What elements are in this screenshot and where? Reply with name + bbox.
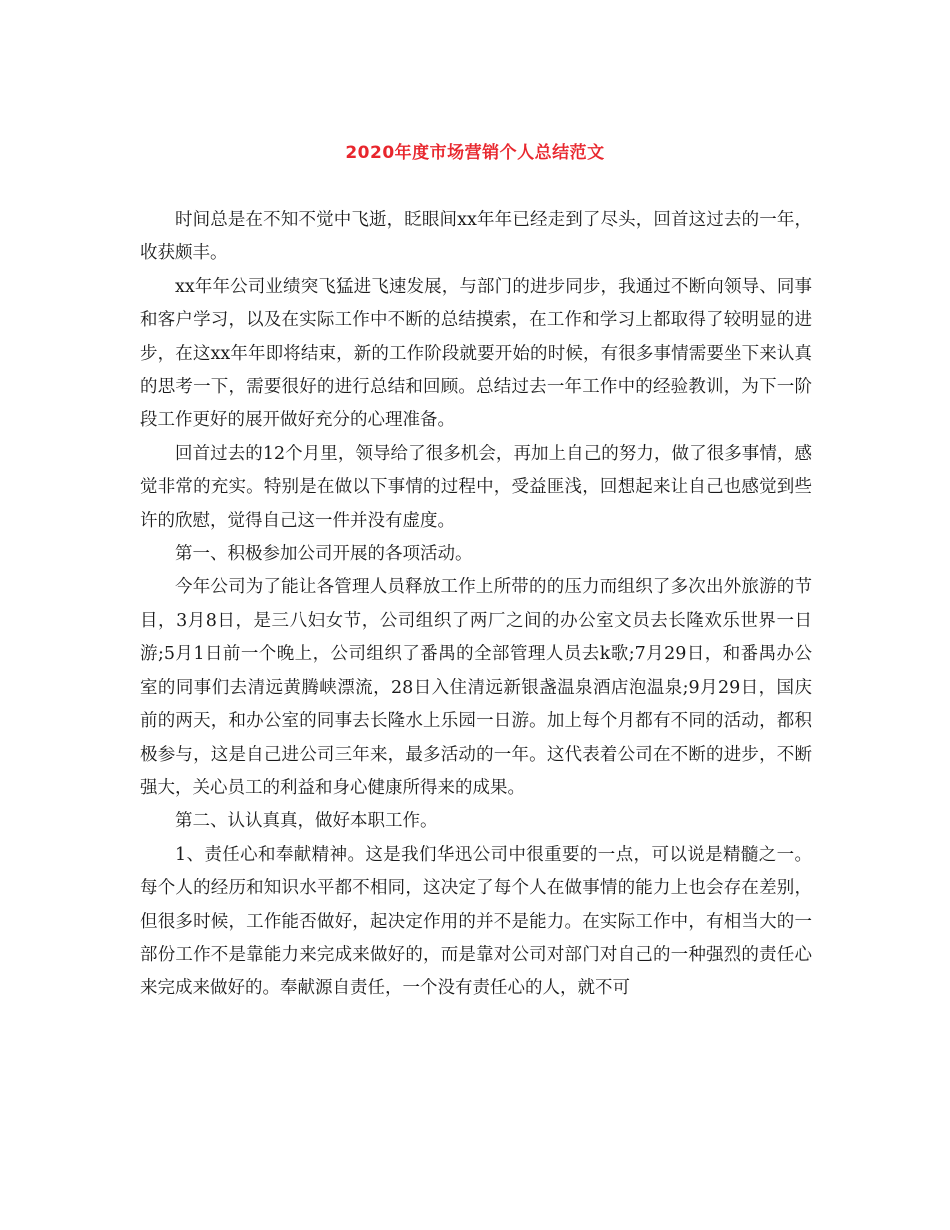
paragraph: xx年年公司业绩突飞猛进飞速发展，与部门的进步同步，我通过不断向领导、同事和客户学习，以及在实际工作中不断的总结摸索，在工作和学习上都取得了较明显的进步，在这xx年年即将结束，新的工作阶段就要开始的时候，有很多事情需要坐下来认真的思考一下，需要很好的进行总结和回顾。总结过去一年工作中的经验教训，为下一阶段工作更好的展开做好充分的心理准备。 <box>140 276 812 431</box>
document-body <box>140 204 812 1006</box>
paragraph: 回首过去的12个月里，领导给了很多机会，再加上自己的努力，做了很多事情，感觉非常的充实。特别是在做以下事情的过程中，受益匪浅，回想起来让自己也感觉到些许的欣慰，觉得自己这一件并没有虚度。 <box>140 443 812 531</box>
document-title: 2020年度市场营销个人总结范文 <box>345 143 605 163</box>
section-heading-2: 第二、认认真真，做好本职工作。 <box>175 811 438 832</box>
paragraph: 今年公司为了能让各管理人员释放工作上所带的的压力而组织了多次出外旅游的节目，3月8日，是三八妇女节，公司组织了两厂之间的办公室文员去长隆欢乐世界一日游;5月1日前一个晚上，公司组织了番禺的全部管理人员去k歌;7月29日，和番禺办公室的同事们去清远黄腾峡漂流，28日入住清远新银盏温泉酒店泡温泉;9月29日，国庆前的两天，和办公室的同事去长隆水上乐园一日游。加上每个月都有不同的活动，都积极参与，这是自己进公司三年来，最多活动的一年。这代表着公司在不断的进步，不断强大，关心员工的利益和身心健康所得来的成果。 <box>140 577 812 798</box>
section-heading-1: 第一、积极参加公司开展的各项活动。 <box>175 544 473 565</box>
paragraph: 1、责任心和奉献精神。这是我们华迅公司中很重要的一点，可以说是精髓之一。每个人的经历和知识水平都不相同，这决定了每个人在做事情的能力上也会存在差别，但很多时候，工作能否做好，起决定作用的并不是能力。在实际工作中，有相当大的一部份工作不是靠能力来完成来做好的，而是靠对公司对部门对自己的一种强烈的责任心来完成来做好的。奉献源自责任，一个没有责任心的人，就不可 <box>140 844 812 999</box>
paragraph: 时间总是在不知不觉中飞逝，眨眼间xx年年已经走到了尽头，回首这过去的一年，收获颇丰。 <box>140 210 812 264</box>
